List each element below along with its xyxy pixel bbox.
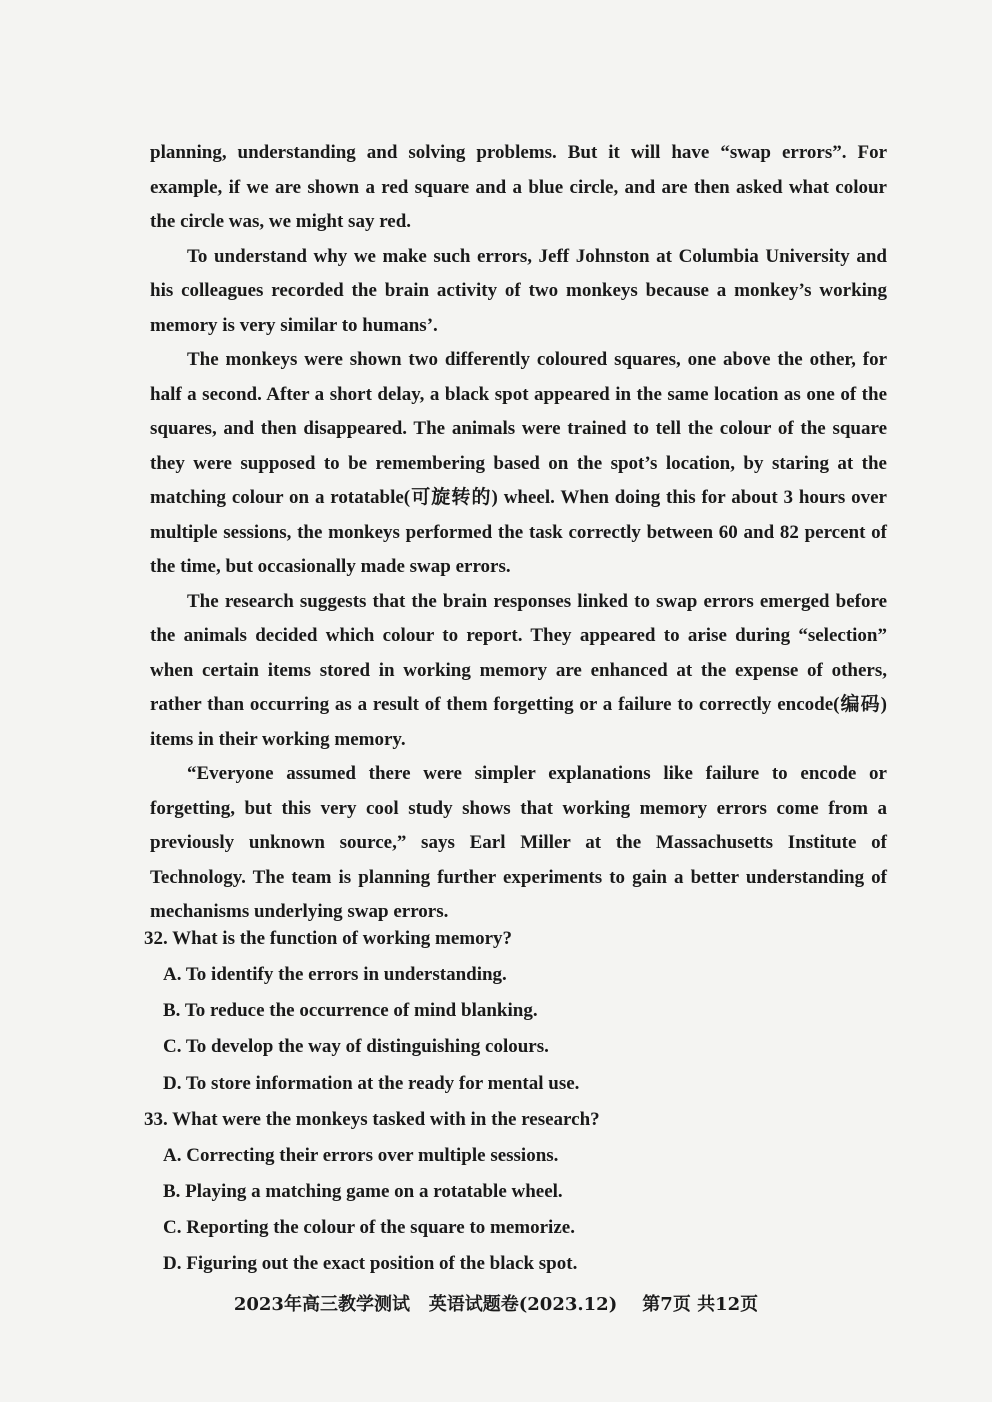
page-footer xyxy=(0,1290,992,1316)
passage-paragraph-4: The research suggests that the brain responses linked to swap errors emerged before the animals decided which colour to report. They appeared to arise during “selection” when certain items stored in working memory are enhanced at the expense of others, rather than occurring as a result of them forgetting or a failure to correctly encode(编码) items in their working memory. xyxy=(150,590,887,750)
passage-paragraph-1: planning, understanding and solving problems. But it will have “swap errors”. For example, if we are shown a red square and a blue circle, and are then asked what colour the circle was, we might say red. xyxy=(150,142,887,232)
passage-paragraph-2: To understand why we make such errors, Jeff Johnston at Columbia University and his colleagues recorded the brain activity of two monkeys because a monkey’s working memory is very similar to humans’. xyxy=(150,245,887,336)
question-stem: 32. What is the function of working memory? xyxy=(144,928,513,949)
question-stem: 33. What were the monkeys tasked with in the research? xyxy=(144,1108,600,1130)
option-a: A. To identify the errors in understanding. xyxy=(163,964,507,985)
reading-passage xyxy=(150,136,887,930)
page-number: 第7页 共12页 xyxy=(642,1294,759,1315)
option-c: C. Reporting the colour of the square to memorize. xyxy=(163,1217,575,1239)
option-b: B. Playing a matching game on a rotatable wheel. xyxy=(163,1181,563,1203)
passage-paragraph-3: The monkeys were shown two differently coloured squares, one above the other, for half a second. After a short delay, a black spot appeared in the same location as one of the squares, and then disappeared. The animals were trained to tell the colour of the square they were supposed to be remembering based on the spot’s location, by staring at the matching colour on a rotatable(可旋转的) wheel. When doing this for about 3 hours over multiple sessions, the monkeys performed the task correctly between 60 and 82 percent of the time, but occasionally made swap errors. xyxy=(150,349,887,577)
option-a: A. Correcting their errors over multiple sessions. xyxy=(163,1144,559,1166)
question-33 xyxy=(144,1102,884,1283)
option-d: D. Figuring out the exact position of the black spot. xyxy=(163,1253,578,1275)
question-32 xyxy=(144,921,884,1102)
option-b: B. To reduce the occurrence of mind blanking. xyxy=(163,1000,538,1022)
option-d: D. To store information at the ready for mental use. xyxy=(163,1072,580,1094)
question-list xyxy=(144,921,884,1283)
paper-name: 英语试题卷(2023.12) xyxy=(428,1294,618,1315)
option-c: C. To develop the way of distinguishing colours. xyxy=(163,1036,549,1058)
passage-paragraph-5: “Everyone assumed there were simpler explanations like failure to encode or forgetting, but this very cool study shows that working memory errors come from a previously unknown source,” says Earl Miller at the Massachusetts Institute of Technology. The team is planning further experiments to gain a better understanding of mechanisms underlying swap errors. xyxy=(150,763,887,922)
exam-title: 2023年高三教学测试 xyxy=(233,1294,410,1315)
